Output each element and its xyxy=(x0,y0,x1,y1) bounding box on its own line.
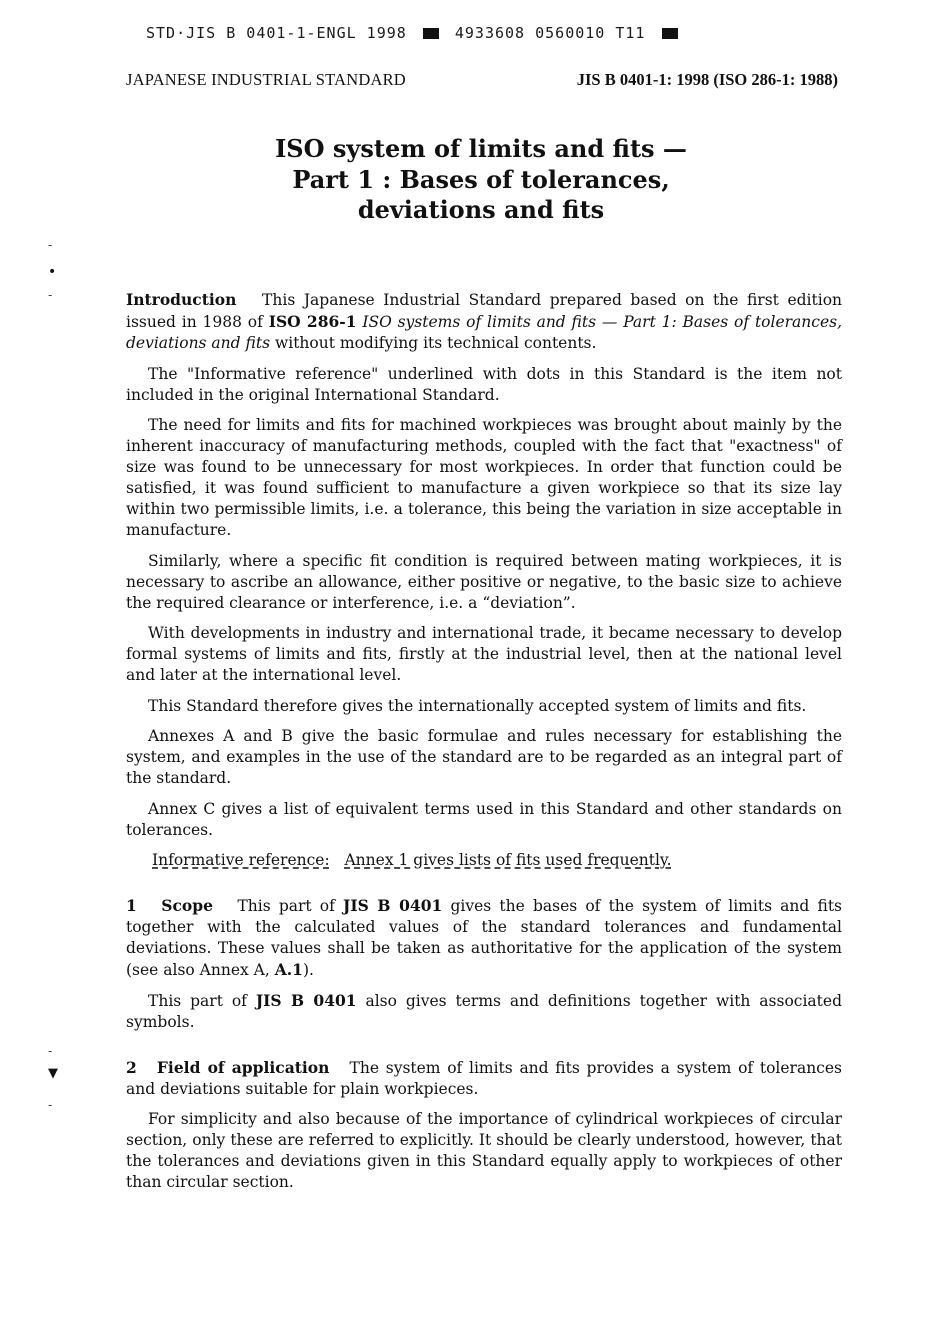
scope-p1-ref2: A.1 xyxy=(274,959,303,979)
intro-p1-b: without modifying its technical contents. xyxy=(274,334,597,352)
header-left: JAPANESE INDUSTRIAL STANDARD xyxy=(126,70,406,89)
intro-paragraph-1 xyxy=(126,289,842,354)
scope-number: 1 xyxy=(126,895,137,915)
scope-paragraph-1 xyxy=(126,895,842,981)
intro-heading: Introduction xyxy=(126,290,237,309)
scope-p1-c: ). xyxy=(302,960,314,979)
document-body xyxy=(126,289,842,1203)
stamp-code: 4933608 0560010 T11 xyxy=(454,24,646,42)
margin-mark: - xyxy=(48,1098,53,1112)
title-line-1: ISO system of limits and fits — xyxy=(275,134,687,163)
stamp-block-end xyxy=(662,28,678,39)
document-title xyxy=(130,134,832,226)
scope-p2-b: also gives terms and definitions together with associated symbols. xyxy=(126,992,842,1031)
title-line-2: Part 1 : Bases of tolerances, xyxy=(292,164,670,194)
margin-dot: ▼ xyxy=(48,1066,58,1081)
intro-p1-ref: ISO 286-1 xyxy=(268,312,357,331)
intro-paragraph-6: This Standard therefore gives the internationally accepted system of limits and fits. xyxy=(148,696,807,715)
scope-p1-ref: JIS B 0401 xyxy=(343,895,443,915)
stamp-id: STD·JIS B 0401-1-ENGL 1998 xyxy=(146,24,407,42)
scope-p1-b: gives the bases of the system of limits and fits together with the calculated values of the standard tolerances and fundamental deviations. These values shall be taken as authoritative for the application of the system (see also Annex A, xyxy=(126,896,843,979)
stamp-block xyxy=(423,28,439,39)
field-paragraph-2: For simplicity and also because of the importance of cylindrical workpieces of circular section, only these are referred to explicitly. It should be clearly understood, however, that the tolerances and deviations given in this Standard equally apply to workpieces of other than circular section. xyxy=(126,1110,842,1191)
intro-paragraph-4: Similarly, where a specific fit condition is required between mating workpieces, it is necessary to ascribe an allowance, either positive or negative, to the basic size to achieve the required clearance or interference, i.e. a “deviation”. xyxy=(126,551,842,612)
header-right: JIS B 0401-1: 1998 (ISO 286-1: 1988) xyxy=(576,70,838,89)
intro-p1-a: This Japanese Industrial Standard prepared based on the first edition issued in 1988 of xyxy=(126,291,843,331)
margin-mark: - xyxy=(48,288,53,302)
info-text: Annex 1 gives lists of fits used frequently. xyxy=(344,851,672,869)
intro-paragraph-2: The "Informative reference" underlined with dots in this Standard is the item not included in the original International Standard. xyxy=(126,364,842,404)
field-paragraph-1 xyxy=(126,1057,842,1100)
intro-paragraph-3: The need for limits and fits for machined workpieces was brought about mainly by the inherent inaccuracy of manufacturing methods, coupled with the fact that "exactness" of size was found to be unnecessary for most workpieces. In order that function could be satisfied, it was found sufficient to manufacture a given workpiece so that its size lay within two permissible limits, i.e. a tolerance, this being the variation in size acceptable in manufacture. xyxy=(126,416,842,539)
scope-p2-ref: JIS B 0401 xyxy=(255,991,357,1010)
field-p1: The system of limits and fits provides a system of tolerances and deviations suitable for plain workpieces. xyxy=(126,1058,842,1098)
scope-paragraph-2 xyxy=(126,990,842,1033)
intro-paragraph-8: Annex C gives a list of equivalent terms used in this Standard and other standards on tolerances. xyxy=(126,799,842,839)
title-line-3: deviations and fits xyxy=(357,195,605,224)
field-number: 2 xyxy=(126,1057,137,1077)
margin-dot: • xyxy=(48,264,57,280)
intro-paragraph-5: With developments in industry and international trade, it became necessary to develop formal systems of limits and fits, firstly at the industrial level, then at the national level and later at the international level. xyxy=(126,624,842,684)
page-header xyxy=(126,70,838,90)
margin-mark: - xyxy=(48,1044,53,1058)
intro-paragraph-7: Annexes A and B give the basic formulae and rules necessary for establishing the system, and examples in the use of the standard are to be regarded as an integral part of the standard. xyxy=(126,727,842,787)
scope-p1-a: This part of xyxy=(237,896,335,915)
scope-heading: Scope xyxy=(161,895,213,915)
scope-p2-a: This part of xyxy=(148,992,247,1010)
intro-p1-title: ISO systems of limits and fits — Part 1: Bases of tolerances, deviations and fits xyxy=(126,313,843,352)
field-heading: Field of application xyxy=(156,1057,330,1077)
document-stamp xyxy=(146,24,684,42)
informative-reference xyxy=(126,850,842,871)
info-label: Informative reference: xyxy=(152,851,330,869)
margin-mark: - xyxy=(48,238,53,252)
